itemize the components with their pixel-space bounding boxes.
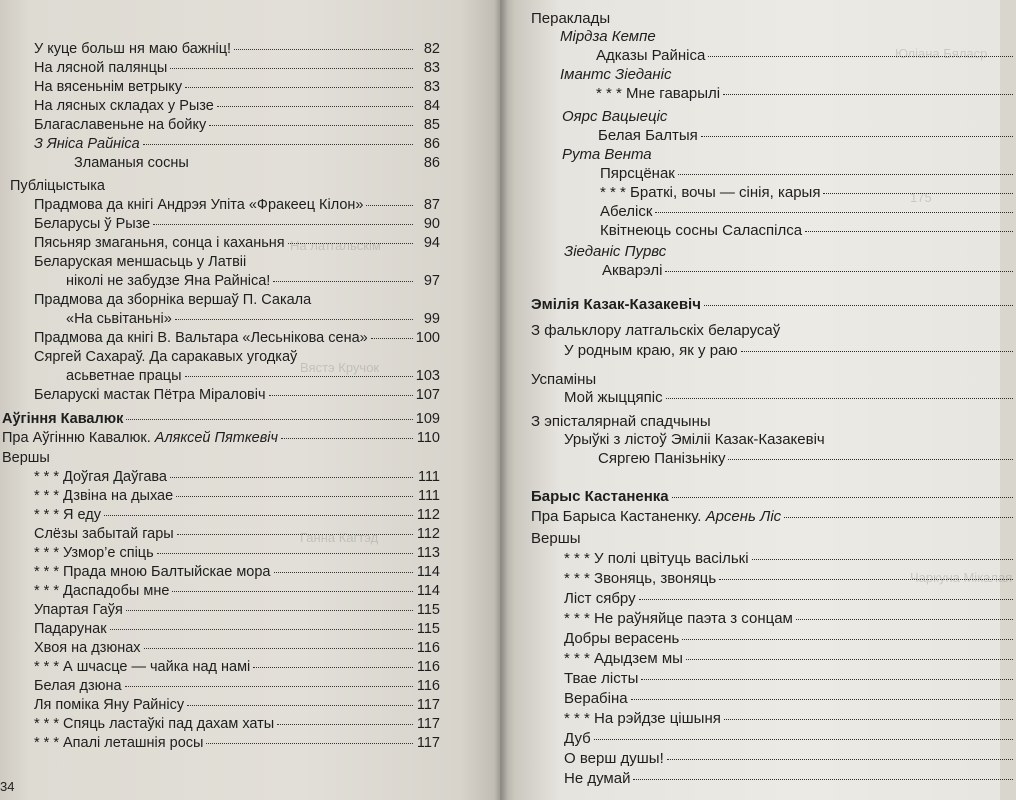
entry-title: Пра Барыса Кастаненку. <box>531 508 702 525</box>
toc-entry[interactable] <box>66 367 440 385</box>
dot-leader <box>143 144 413 145</box>
entry-title: Беларуская меншасьць у Латвіі <box>34 254 247 270</box>
dot-leader <box>281 438 413 439</box>
author-entry[interactable] <box>531 296 1016 314</box>
translated-author: Мірдза Кемпе <box>560 28 656 45</box>
toc-entry[interactable] <box>598 450 1016 468</box>
entry-page: 111 <box>417 488 440 504</box>
toc-entry[interactable] <box>34 563 440 581</box>
toc-entry[interactable] <box>34 468 440 486</box>
bleed-through-text: Юліана Бяласр <box>895 46 988 61</box>
entry-page: 112 <box>416 507 440 523</box>
section-heading: Публіцыстыка <box>10 178 105 194</box>
dot-leader <box>277 724 413 725</box>
entry-title: Дуб <box>564 730 591 747</box>
dot-leader <box>665 271 1013 272</box>
toc-entry[interactable] <box>564 770 1016 788</box>
entry-page: 114 <box>416 583 440 599</box>
translated-author: Рута Вента <box>562 146 652 163</box>
dot-leader <box>719 579 1013 580</box>
toc-entry[interactable] <box>564 570 1016 588</box>
entry-title: * * * Спяць ластаўкі пад дахам хаты <box>34 716 275 732</box>
dot-leader <box>209 125 413 126</box>
dot-leader <box>366 205 413 206</box>
toc-entry[interactable] <box>74 154 440 172</box>
author-name: Барыс Кастаненка <box>531 488 669 505</box>
toc-entry[interactable] <box>34 601 440 619</box>
toc-entry[interactable] <box>564 750 1016 768</box>
translated-author: Оярс Вацыецiс <box>562 108 668 125</box>
toc-entry[interactable] <box>564 710 1016 728</box>
toc-entry[interactable] <box>34 97 440 115</box>
entry-title: На лясной палянцы <box>34 60 168 76</box>
toc-entry[interactable] <box>564 630 1016 648</box>
entry-title: Пра Аўгінню Кавалюк. <box>2 430 151 446</box>
entry-page: 100 <box>415 330 440 346</box>
entry-title: Не думай <box>564 770 631 787</box>
entry-title: * * * Дзвіна на дыхае <box>34 488 174 504</box>
entry-title: * * * Адыдзем мы <box>564 650 683 667</box>
dot-leader <box>639 599 1013 600</box>
entry-title: асьветнае працы <box>66 368 182 384</box>
dot-leader <box>185 376 413 377</box>
entry-title: На лясных складах у Рызе <box>34 98 214 114</box>
entry-title: На вясеньнім ветрыку <box>34 79 183 95</box>
subsection-heading: Успаміны <box>531 371 597 388</box>
toc-entry[interactable] <box>600 165 1016 183</box>
entry-title: «На сьвітаньні» <box>66 311 172 327</box>
toc-entry[interactable] <box>600 184 1016 202</box>
dot-leader <box>666 398 1013 399</box>
dot-leader <box>655 212 1013 213</box>
toc-entry[interactable] <box>564 650 1016 668</box>
entry-title: * * * Даспадобы мне <box>34 583 170 599</box>
entry-title: Зламаныя сосны <box>74 155 189 171</box>
author-name: Аўгіння Кавалюк <box>2 411 124 427</box>
dot-leader <box>752 559 1013 560</box>
dot-leader <box>177 534 413 535</box>
entry-title: * * * Прада мною Балтыйскае мора <box>34 564 271 580</box>
author-name: Эмілія Казак-Казакевіч <box>531 296 701 313</box>
entry-title: З Яніса Райніса <box>34 136 140 152</box>
entry-title: Добры верасень <box>564 630 680 647</box>
entry-title: Благаславеньне на бойку <box>34 117 207 133</box>
toc-entry[interactable] <box>34 525 440 543</box>
entry-title: Слёзы забытай гары <box>34 526 174 542</box>
entry-page: 86 <box>423 155 440 171</box>
toc-entry[interactable] <box>34 544 440 562</box>
toc-entry[interactable] <box>564 550 1016 568</box>
toc-entry[interactable] <box>598 127 1016 145</box>
entry-page: 113 <box>416 545 440 561</box>
entry-title: * * * Доўгая Даўгава <box>34 469 167 485</box>
entry-title: Абеліск <box>600 203 653 220</box>
dot-leader <box>144 648 413 649</box>
dot-leader <box>667 759 1013 760</box>
entry-title: Прадмова да кнігі Андрэя Упіта «Фракеец Кілон» <box>34 197 364 213</box>
entry-title: Пясьняр змаганьня, сонца і каханьня <box>34 235 285 251</box>
entry-page: 94 <box>423 235 440 251</box>
dot-leader <box>206 743 413 744</box>
entry-page: 82 <box>423 41 440 57</box>
bleed-through-text: Вястэ Кручок <box>300 360 380 375</box>
entry-title: * * * Апалі леташнія росы <box>34 735 204 751</box>
dot-leader <box>253 667 413 668</box>
book-gutter <box>494 0 508 800</box>
dot-leader <box>805 231 1013 232</box>
entry-title: У куце больш ня маю бажніц! <box>34 41 232 57</box>
dot-leader <box>269 395 413 396</box>
entry-page: 86 <box>423 136 440 152</box>
entry-title: Беларускі мастак Пётра Міраловіч <box>34 387 266 403</box>
entry-page: 115 <box>416 602 440 618</box>
toc-entry[interactable] <box>600 222 1016 240</box>
dot-leader <box>631 699 1013 700</box>
entry-page: 117 <box>416 716 440 732</box>
entry-title: Ліст сябру <box>564 590 636 607</box>
dot-leader <box>682 639 1013 640</box>
toc-entry[interactable] <box>34 40 440 58</box>
toc-entry[interactable] <box>602 262 1016 280</box>
toc-entry[interactable] <box>34 582 440 600</box>
section-heading: Вершы <box>531 530 581 547</box>
toc-entry[interactable] <box>2 429 440 447</box>
dot-leader <box>724 719 1013 720</box>
dot-leader <box>704 305 1013 306</box>
dot-leader <box>176 496 413 497</box>
entry-page: 84 <box>423 98 440 114</box>
toc-entry[interactable] <box>34 196 440 214</box>
entry-page: 115 <box>416 621 440 637</box>
entry-page: 99 <box>423 311 440 327</box>
toc-entry[interactable] <box>34 658 440 676</box>
entry-title: * * * Браткі, вочы — сінія, карыя <box>600 184 821 201</box>
subsection-heading: З эпісталярнай спадчыны <box>531 413 711 430</box>
toc-entry[interactable] <box>66 310 440 328</box>
entry-page: 90 <box>423 216 440 232</box>
entry-page: 97 <box>423 273 440 289</box>
entry-page: 110 <box>416 430 440 446</box>
dot-leader <box>274 572 414 573</box>
toc-entry[interactable] <box>596 85 1016 103</box>
entry-title: Мой жыццяпіс <box>564 389 663 406</box>
dot-leader <box>273 281 413 282</box>
toc-entry[interactable] <box>596 47 1016 65</box>
entry-title: Пярсцёнак <box>600 165 675 182</box>
dot-leader <box>823 193 1013 194</box>
entry-page: 107 <box>415 387 440 403</box>
dot-leader <box>170 477 413 478</box>
dot-leader <box>633 779 1013 780</box>
dot-leader <box>672 497 1013 498</box>
toc-entry[interactable] <box>564 610 1016 628</box>
entry-title: ніколі не забудзе Яна Райніса! <box>66 273 271 289</box>
dot-leader <box>701 136 1013 137</box>
toc-entry[interactable] <box>34 59 440 77</box>
toc-entry[interactable] <box>34 386 440 404</box>
toc-entry[interactable] <box>531 508 1016 526</box>
toc-entry[interactable] <box>34 116 440 134</box>
toc-entry[interactable] <box>34 135 440 153</box>
dot-leader <box>741 351 1013 352</box>
dot-leader <box>678 174 1013 175</box>
entry-page: 116 <box>416 678 440 694</box>
entry-title: * * * Я еду <box>34 507 101 523</box>
entry-title: * * * На рэйдзе цішыня <box>564 710 721 727</box>
dot-leader <box>796 619 1013 620</box>
dot-leader <box>187 705 413 706</box>
toc-entry[interactable] <box>34 734 440 752</box>
dot-leader <box>153 224 413 225</box>
entry-page: 116 <box>416 640 440 656</box>
entry-title: * * * Мне гаварылі <box>596 85 721 102</box>
toc-entry[interactable] <box>34 715 440 733</box>
page-number: 34 <box>0 779 15 794</box>
dot-leader <box>217 106 413 107</box>
dot-leader <box>172 591 413 592</box>
dot-leader <box>288 243 413 244</box>
toc-entry[interactable] <box>564 690 1016 708</box>
dot-leader <box>126 419 412 420</box>
dot-leader <box>784 517 1013 518</box>
bleed-through-text: Ганна Кагтэд <box>300 530 379 545</box>
entry-page: 114 <box>416 564 440 580</box>
entry-page: 83 <box>423 60 440 76</box>
dot-leader <box>185 87 413 88</box>
dot-leader <box>641 679 1013 680</box>
dot-leader <box>110 629 413 630</box>
bleed-through-text: На латгальскім <box>290 238 381 253</box>
entry-title: Прадмова да кнігі В. Вальтара «Лесьнікова сена» <box>34 330 368 346</box>
entry-page: 117 <box>416 697 440 713</box>
subsection-heading: З фальклору латгальскіх беларусаў <box>531 322 781 339</box>
entry-title: Твае лісты <box>564 670 639 687</box>
dot-leader <box>234 49 413 50</box>
toc-entry[interactable] <box>34 78 440 96</box>
entry-title: Урыўкі з лістоў Эміліі Казак-Казакевіч <box>564 431 825 448</box>
translated-author: Імантс Зіеданіс <box>560 66 672 83</box>
dot-leader <box>126 610 413 611</box>
dot-leader <box>157 553 413 554</box>
section-heading: Пераклады <box>531 10 611 27</box>
entry-title: Хвоя на дзюнах <box>34 640 141 656</box>
toc-entry[interactable] <box>564 730 1016 748</box>
entry-title: У родным краю, як у раю <box>564 342 738 359</box>
toc-entry[interactable] <box>34 506 440 524</box>
entry-title: Ля поміка Яну Райнісу <box>34 697 185 713</box>
entry-title: * * * У полі цвітуць васількі <box>564 550 749 567</box>
entry-author: Арсень Ліс <box>705 508 782 525</box>
entry-title: Падарунак <box>34 621 107 637</box>
entry-title: Квітнеюць сосны Саласпілса <box>600 222 803 239</box>
entry-title: Белая дзюна <box>34 678 122 694</box>
section-heading: Вершы <box>2 450 50 466</box>
entry-page: 112 <box>416 526 440 542</box>
translated-author: Зіеданіс Пурвс <box>564 243 667 260</box>
dot-leader <box>728 459 1013 460</box>
toc-entry[interactable] <box>34 487 440 505</box>
entry-page: 85 <box>423 117 440 133</box>
toc-entry[interactable] <box>600 203 1016 221</box>
toc-entry[interactable] <box>34 639 440 657</box>
entry-page: 103 <box>415 368 440 384</box>
entry-title: Акварэлі <box>602 262 663 279</box>
toc-entry[interactable] <box>34 696 440 714</box>
entry-title: О верш душы! <box>564 750 664 767</box>
entry-page: 111 <box>417 469 440 485</box>
entry-page: 87 <box>423 197 440 213</box>
entry-title: Прадмова да зборніка вершаў П. Сакала <box>34 292 312 308</box>
entry-page: 109 <box>415 411 440 427</box>
toc-entry[interactable] <box>66 272 440 290</box>
entry-title: Упартая Гаўя <box>34 602 123 618</box>
entry-page: 116 <box>416 659 440 675</box>
entry-page: 83 <box>423 79 440 95</box>
entry-title: Беларусы ў Рызе <box>34 216 151 232</box>
entry-title: Белая Балтыя <box>598 127 698 144</box>
entry-title: * * * Звоняць, звоняць <box>564 570 717 587</box>
toc-entry[interactable] <box>564 670 1016 688</box>
bleed-through-text: 175 <box>910 190 932 205</box>
toc-entry[interactable] <box>34 234 440 252</box>
dot-leader <box>708 56 1013 57</box>
entry-title: * * * Узмор’е спіць <box>34 545 154 561</box>
dot-leader <box>125 686 413 687</box>
dot-leader <box>104 515 413 516</box>
toc-entry[interactable] <box>564 342 1016 360</box>
toc-entry[interactable] <box>564 389 1016 407</box>
dot-leader <box>170 68 413 69</box>
bleed-through-text: Чаркуна Мікалая <box>910 570 1013 585</box>
dot-leader <box>175 319 413 320</box>
author-entry[interactable] <box>531 488 1016 506</box>
entry-title: Сяргею Панізьніку <box>598 450 726 467</box>
toc-entry[interactable] <box>564 590 1016 608</box>
right-page <box>500 0 1013 800</box>
dot-leader <box>686 659 1013 660</box>
entry-title: Адказы Райніса <box>596 47 706 64</box>
toc-entry[interactable] <box>34 215 440 233</box>
entry-title: Сяргей Сахараў. Да саракавых угодкаў <box>34 349 298 365</box>
author-entry[interactable] <box>2 410 440 428</box>
left-page <box>0 0 500 800</box>
dot-leader <box>371 338 413 339</box>
entry-page: 117 <box>416 735 440 751</box>
entry-author: Аляксей Пяткевіч <box>154 430 279 446</box>
dot-leader <box>594 739 1013 740</box>
toc-entry[interactable] <box>34 329 440 347</box>
dot-leader <box>723 94 1013 95</box>
toc-entry[interactable] <box>34 677 440 695</box>
entry-title: * * * А шчасце — чайка над намі <box>34 659 251 675</box>
entry-title: Верабіна <box>564 690 628 707</box>
entry-title: * * * Не раўняйце паэта з сонцам <box>564 610 793 627</box>
toc-entry[interactable] <box>34 620 440 638</box>
